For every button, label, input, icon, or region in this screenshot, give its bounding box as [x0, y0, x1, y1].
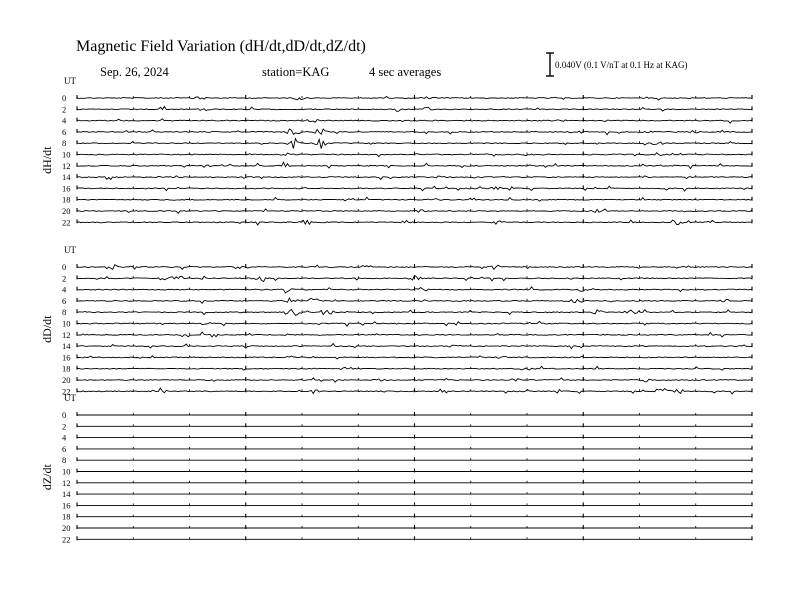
date-label: Sep. 26, 2024	[100, 65, 169, 79]
row-hour-label: 8	[62, 307, 67, 318]
row-hour-label: 12	[62, 477, 71, 488]
row-hour-label: 4	[62, 284, 67, 295]
row-hour-label: 16	[62, 352, 71, 363]
scale-bar-label: 0.040V (0.1 V/nT at 0.1 Hz at KAG)	[555, 60, 688, 70]
row-hour-label: 14	[62, 341, 71, 352]
row-hour-label: 22	[62, 217, 71, 228]
panel-dd-dt	[40, 245, 752, 396]
chart-title: Magnetic Field Variation (dH/dt,dD/dt,dZ/dt)	[76, 38, 366, 55]
ut-axis-label: UT	[64, 393, 76, 403]
row-hour-label: 4	[62, 115, 67, 126]
row-hour-label: 20	[62, 375, 71, 385]
row-hour-label: 14	[62, 489, 71, 500]
scale-bar	[546, 53, 554, 76]
row-hour-label: 16	[62, 183, 71, 194]
row-hour-label: 2	[62, 104, 67, 115]
row-hour-label: 6	[62, 443, 67, 454]
row-hour-label: 0	[62, 410, 67, 420]
row-hour-label: 6	[62, 126, 67, 137]
panel-dh-dt	[40, 76, 752, 227]
row-hour-label: 22	[62, 534, 71, 545]
row-hour-label: 4	[62, 432, 67, 443]
panel-label: dH/dt	[40, 146, 54, 174]
row-hour-label: 8	[62, 138, 67, 149]
row-hour-label: 10	[62, 149, 71, 160]
row-hour-label: 2	[62, 273, 67, 284]
row-hour-label: 18	[62, 363, 71, 374]
panel-label: dZ/dt	[40, 464, 54, 491]
row-hour-label: 12	[62, 329, 71, 340]
row-hour-label: 8	[62, 455, 67, 466]
panel-label: dD/dt	[40, 315, 54, 343]
panel-dz-dt	[40, 393, 752, 544]
row-hour-label: 6	[62, 295, 67, 306]
ut-axis-label: UT	[64, 245, 76, 255]
row-hour-label: 20	[62, 206, 71, 216]
row-hour-label: 16	[62, 500, 71, 511]
row-hour-label: 10	[62, 466, 71, 477]
row-hour-label: 14	[62, 172, 71, 183]
row-hour-label: 0	[62, 262, 67, 272]
row-hour-label: 10	[62, 318, 71, 329]
row-hour-label: 12	[62, 160, 71, 171]
row-hour-label: 18	[62, 511, 71, 522]
row-hour-label: 22	[62, 386, 71, 397]
row-hour-label: 18	[62, 194, 71, 205]
row-hour-label: 0	[62, 93, 67, 103]
row-hour-label: 2	[62, 421, 67, 432]
averaging-label: 4 sec averages	[369, 65, 442, 79]
ut-axis-label: UT	[64, 76, 76, 86]
row-hour-label: 20	[62, 523, 71, 533]
station-label: station=KAG	[262, 65, 330, 79]
